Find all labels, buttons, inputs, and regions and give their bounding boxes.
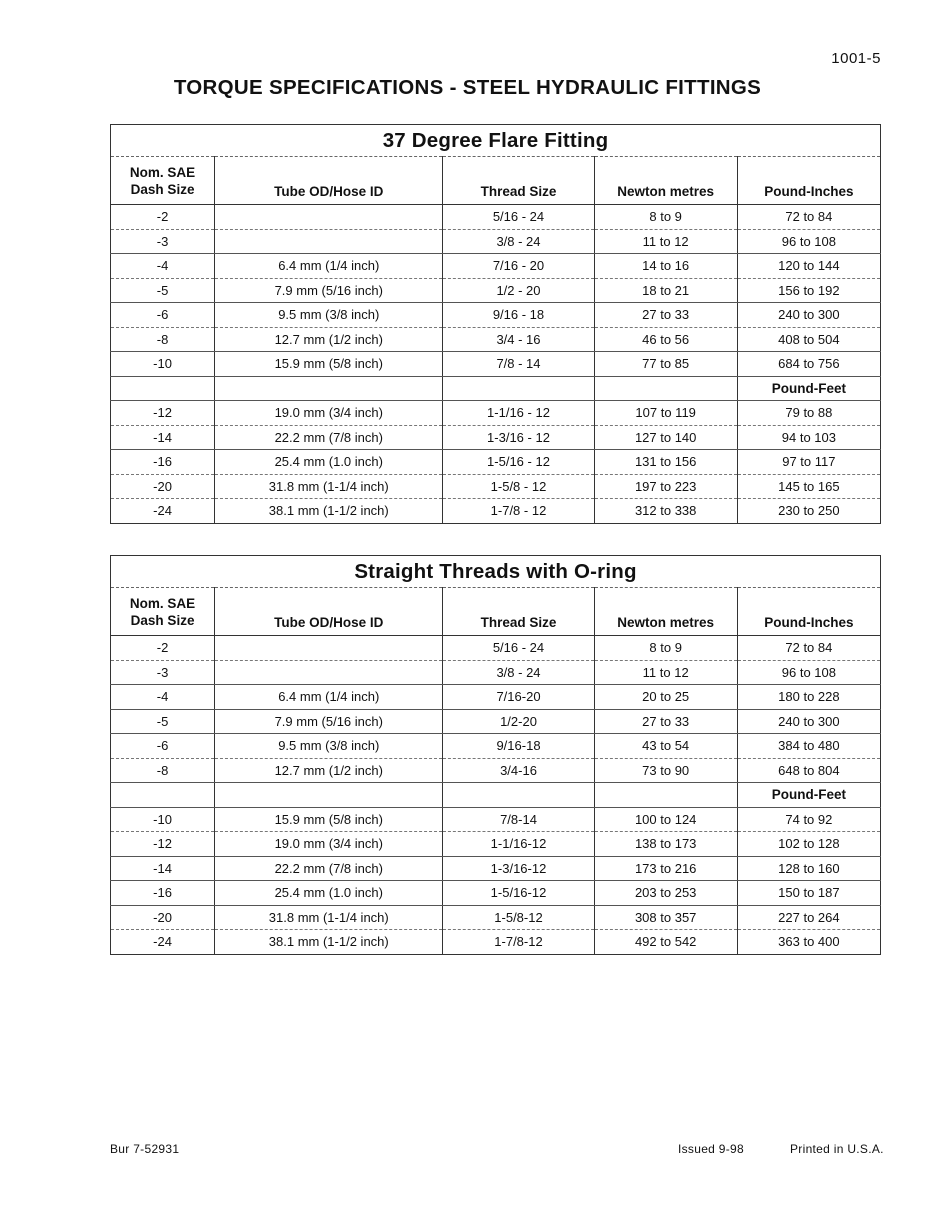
cell-pound: 145 to 165	[737, 474, 880, 499]
cell-newton: 27 to 33	[594, 303, 737, 328]
cell-dash-size: -6	[111, 303, 215, 328]
cell-newton: 308 to 357	[594, 905, 737, 930]
table-body	[111, 636, 881, 955]
cell-dash-size: -24	[111, 930, 215, 955]
cell-newton: 203 to 253	[594, 881, 737, 906]
cell-tube: 38.1 mm (1-1/2 inch)	[215, 499, 443, 524]
cell-tube: 12.7 mm (1/2 inch)	[215, 758, 443, 783]
cell-newton: 11 to 12	[594, 660, 737, 685]
cell-thread: 7/8 - 14	[443, 352, 594, 377]
cell-newton: 77 to 85	[594, 352, 737, 377]
unit-change-row	[111, 376, 881, 401]
cell-newton: 46 to 56	[594, 327, 737, 352]
header-tube: Tube OD/Hose ID	[215, 588, 443, 636]
cell-pound: 96 to 108	[737, 229, 880, 254]
cell-dash-size: -4	[111, 254, 215, 279]
cell-tube: 19.0 mm (3/4 inch)	[215, 832, 443, 857]
header-thread: Thread Size	[443, 157, 594, 205]
table-row	[111, 685, 881, 710]
table-row	[111, 450, 881, 475]
table-row	[111, 401, 881, 426]
table-row	[111, 499, 881, 524]
cell-thread: 1/2 - 20	[443, 278, 594, 303]
cell-pound: 363 to 400	[737, 930, 880, 955]
table-row	[111, 807, 881, 832]
cell-pound: 227 to 264	[737, 905, 880, 930]
cell-dash-size: -16	[111, 450, 215, 475]
cell-thread: 7/16-20	[443, 685, 594, 710]
cell-thread: 3/4-16	[443, 758, 594, 783]
cell-thread: 1-3/16-12	[443, 856, 594, 881]
table-row	[111, 278, 881, 303]
header-dash-line1: Nom. SAE	[129, 164, 196, 180]
cell-tube: 9.5 mm (3/8 inch)	[215, 734, 443, 759]
cell-pound: 128 to 160	[737, 856, 880, 881]
cell-pound: 150 to 187	[737, 881, 880, 906]
cell-pound: 96 to 108	[737, 660, 880, 685]
empty-cell	[215, 376, 443, 401]
cell-dash-size: -8	[111, 758, 215, 783]
cell-dash-size: -8	[111, 327, 215, 352]
header-thread: Thread Size	[443, 588, 594, 636]
cell-pound: 94 to 103	[737, 425, 880, 450]
header-newton: Newton metres	[594, 157, 737, 205]
table-row	[111, 229, 881, 254]
empty-cell	[111, 783, 215, 808]
table-row	[111, 832, 881, 857]
pound-feet-label: Pound-Feet	[737, 376, 880, 401]
table-row	[111, 905, 881, 930]
cell-thread: 1-1/16-12	[443, 832, 594, 857]
flare-fitting-table	[110, 124, 881, 524]
table-row	[111, 474, 881, 499]
cell-newton: 20 to 25	[594, 685, 737, 710]
empty-cell	[594, 783, 737, 808]
cell-newton: 107 to 119	[594, 401, 737, 426]
cell-thread: 1-5/16 - 12	[443, 450, 594, 475]
header-dash-size	[111, 157, 215, 205]
table-row	[111, 425, 881, 450]
cell-dash-size: -10	[111, 352, 215, 377]
cell-tube	[215, 636, 443, 661]
cell-tube: 31.8 mm (1-1/4 inch)	[215, 474, 443, 499]
cell-thread: 7/16 - 20	[443, 254, 594, 279]
cell-newton: 312 to 338	[594, 499, 737, 524]
empty-cell	[215, 783, 443, 808]
cell-thread: 3/8 - 24	[443, 660, 594, 685]
table-row	[111, 709, 881, 734]
cell-newton: 73 to 90	[594, 758, 737, 783]
table-row	[111, 303, 881, 328]
cell-pound: 72 to 84	[737, 205, 880, 230]
cell-newton: 100 to 124	[594, 807, 737, 832]
cell-pound: 97 to 117	[737, 450, 880, 475]
cell-pound: 684 to 756	[737, 352, 880, 377]
cell-pound: 648 to 804	[737, 758, 880, 783]
cell-pound: 120 to 144	[737, 254, 880, 279]
table-row	[111, 930, 881, 955]
cell-pound: 384 to 480	[737, 734, 880, 759]
cell-dash-size: -12	[111, 832, 215, 857]
header-newton: Newton metres	[594, 588, 737, 636]
cell-newton: 8 to 9	[594, 636, 737, 661]
header-tube: Tube OD/Hose ID	[215, 157, 443, 205]
cell-tube: 9.5 mm (3/8 inch)	[215, 303, 443, 328]
cell-dash-size: -14	[111, 856, 215, 881]
cell-tube	[215, 205, 443, 230]
cell-newton: 492 to 542	[594, 930, 737, 955]
cell-thread: 1-5/16-12	[443, 881, 594, 906]
table-body	[111, 205, 881, 524]
cell-tube: 31.8 mm (1-1/4 inch)	[215, 905, 443, 930]
header-pound-inches: Pound-Inches	[737, 588, 880, 636]
table-row	[111, 734, 881, 759]
empty-cell	[443, 783, 594, 808]
empty-cell	[443, 376, 594, 401]
cell-dash-size: -16	[111, 881, 215, 906]
cell-thread: 1-5/8 - 12	[443, 474, 594, 499]
cell-newton: 8 to 9	[594, 205, 737, 230]
cell-tube: 6.4 mm (1/4 inch)	[215, 685, 443, 710]
cell-dash-size: -3	[111, 229, 215, 254]
cell-thread: 9/16-18	[443, 734, 594, 759]
cell-thread: 1-5/8-12	[443, 905, 594, 930]
cell-tube: 15.9 mm (5/8 inch)	[215, 807, 443, 832]
cell-pound: 79 to 88	[737, 401, 880, 426]
cell-tube: 12.7 mm (1/2 inch)	[215, 327, 443, 352]
cell-dash-size: -5	[111, 709, 215, 734]
cell-tube: 15.9 mm (5/8 inch)	[215, 352, 443, 377]
table-title: 37 Degree Flare Fitting	[111, 125, 881, 157]
cell-dash-size: -5	[111, 278, 215, 303]
cell-pound: 102 to 128	[737, 832, 880, 857]
cell-tube: 22.2 mm (7/8 inch)	[215, 856, 443, 881]
cell-dash-size: -2	[111, 636, 215, 661]
cell-newton: 18 to 21	[594, 278, 737, 303]
cell-thread: 5/16 - 24	[443, 205, 594, 230]
cell-tube: 6.4 mm (1/4 inch)	[215, 254, 443, 279]
cell-thread: 1-7/8-12	[443, 930, 594, 955]
cell-newton: 127 to 140	[594, 425, 737, 450]
footer-printed: Printed in U.S.A.	[790, 1142, 884, 1156]
cell-newton: 138 to 173	[594, 832, 737, 857]
cell-tube	[215, 660, 443, 685]
table-row	[111, 205, 881, 230]
empty-cell	[594, 376, 737, 401]
cell-thread: 9/16 - 18	[443, 303, 594, 328]
cell-tube: 25.4 mm (1.0 inch)	[215, 881, 443, 906]
footer-document-number: Bur 7-52931	[110, 1142, 180, 1156]
cell-thread: 7/8-14	[443, 807, 594, 832]
cell-dash-size: -24	[111, 499, 215, 524]
cell-pound: 230 to 250	[737, 499, 880, 524]
cell-dash-size: -6	[111, 734, 215, 759]
cell-pound: 180 to 228	[737, 685, 880, 710]
cell-thread: 3/4 - 16	[443, 327, 594, 352]
table-row	[111, 352, 881, 377]
cell-pound: 408 to 504	[737, 327, 880, 352]
page-number: 1001-5	[831, 50, 881, 67]
table-row	[111, 327, 881, 352]
cell-dash-size: -20	[111, 474, 215, 499]
table-title: Straight Threads with O-ring	[111, 556, 881, 588]
unit-change-row	[111, 783, 881, 808]
cell-dash-size: -3	[111, 660, 215, 685]
header-pound-inches: Pound-Inches	[737, 157, 880, 205]
cell-tube: 7.9 mm (5/16 inch)	[215, 709, 443, 734]
cell-tube: 38.1 mm (1-1/2 inch)	[215, 930, 443, 955]
cell-newton: 43 to 54	[594, 734, 737, 759]
header-dash-line1: Nom. SAE	[129, 595, 196, 611]
cell-tube: 7.9 mm (5/16 inch)	[215, 278, 443, 303]
cell-thread: 1/2-20	[443, 709, 594, 734]
header-dash-line2: Dash Size	[130, 612, 195, 628]
cell-newton: 173 to 216	[594, 856, 737, 881]
cell-pound: 156 to 192	[737, 278, 880, 303]
cell-pound: 74 to 92	[737, 807, 880, 832]
cell-pound: 240 to 300	[737, 303, 880, 328]
cell-dash-size: -14	[111, 425, 215, 450]
table-row	[111, 758, 881, 783]
cell-thread: 1-3/16 - 12	[443, 425, 594, 450]
cell-dash-size: -20	[111, 905, 215, 930]
cell-dash-size: -10	[111, 807, 215, 832]
cell-pound: 240 to 300	[737, 709, 880, 734]
cell-thread: 1-7/8 - 12	[443, 499, 594, 524]
table-row	[111, 254, 881, 279]
cell-newton: 131 to 156	[594, 450, 737, 475]
cell-dash-size: -2	[111, 205, 215, 230]
cell-tube	[215, 229, 443, 254]
cell-dash-size: -4	[111, 685, 215, 710]
cell-newton: 27 to 33	[594, 709, 737, 734]
cell-tube: 25.4 mm (1.0 inch)	[215, 450, 443, 475]
cell-newton: 14 to 16	[594, 254, 737, 279]
cell-thread: 1-1/16 - 12	[443, 401, 594, 426]
empty-cell	[111, 376, 215, 401]
cell-newton: 11 to 12	[594, 229, 737, 254]
page-title: TORQUE SPECIFICATIONS - STEEL HYDRAULIC FITTINGS	[173, 76, 762, 99]
oring-thread-table	[110, 555, 881, 955]
header-dash-line2: Dash Size	[130, 181, 195, 197]
cell-thread: 5/16 - 24	[443, 636, 594, 661]
cell-thread: 3/8 - 24	[443, 229, 594, 254]
table-row	[111, 660, 881, 685]
cell-pound: 72 to 84	[737, 636, 880, 661]
pound-feet-label: Pound-Feet	[737, 783, 880, 808]
table-row	[111, 856, 881, 881]
table-row	[111, 636, 881, 661]
cell-dash-size: -12	[111, 401, 215, 426]
header-dash-size	[111, 588, 215, 636]
footer-issued: Issued 9-98	[678, 1142, 745, 1156]
cell-newton: 197 to 223	[594, 474, 737, 499]
cell-tube: 19.0 mm (3/4 inch)	[215, 401, 443, 426]
table-row	[111, 881, 881, 906]
cell-tube: 22.2 mm (7/8 inch)	[215, 425, 443, 450]
